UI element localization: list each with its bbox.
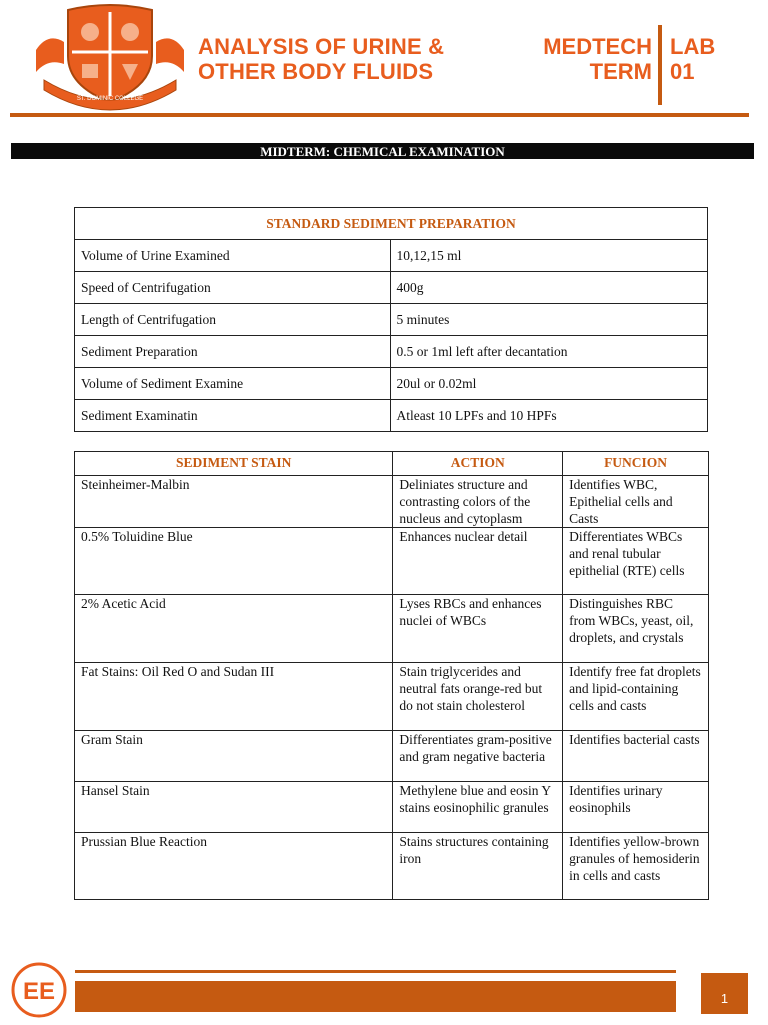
page-number: 1 xyxy=(701,973,748,1014)
stain-function: Identify free fat droplets and lipid-containing cells and casts xyxy=(563,663,709,731)
stain-action: Stain triglycerides and neutral fats orange-red but do not stain cholesterol xyxy=(393,663,563,731)
row-label: Volume of Sediment Examine xyxy=(75,368,391,400)
code-line-2: 01 xyxy=(670,59,695,84)
table-row xyxy=(75,368,708,400)
header-rule xyxy=(10,113,749,117)
table-row xyxy=(75,663,709,731)
row-label: Sediment Preparation xyxy=(75,336,391,368)
row-label: Volume of Urine Examined xyxy=(75,240,391,272)
row-value: 5 minutes xyxy=(390,304,707,336)
stain-action: Methylene blue and eosin Y stains eosinophilic granules xyxy=(393,782,563,833)
stain-name: Steinheimer-Malbin xyxy=(75,476,393,528)
table-row xyxy=(75,272,708,304)
college-crest-logo xyxy=(30,2,190,114)
stain-name: 0.5% Toluidine Blue xyxy=(75,528,393,595)
row-value: Atleast 10 LPFs and 10 HPFs xyxy=(390,400,707,432)
table-row xyxy=(75,833,709,900)
table-row xyxy=(75,336,708,368)
course-title xyxy=(198,34,498,84)
stain-action: Lyses RBCs and enhances nuclei of WBCs xyxy=(393,595,563,663)
stain-function: Identifies yellow-brown granules of hemosiderin in cells and casts xyxy=(563,833,709,900)
footer-bar xyxy=(75,981,676,1012)
stain-function: Identifies bacterial casts xyxy=(563,731,709,782)
table-row xyxy=(75,731,709,782)
crest-text: ST. DOMINIC COLLEGE xyxy=(76,96,144,102)
column-header-function: FUNCION xyxy=(563,452,709,476)
table-row xyxy=(75,782,709,833)
sediment-preparation-table xyxy=(74,207,708,432)
column-header-stain: SEDIMENT STAIN xyxy=(75,452,393,476)
stain-name: Prussian Blue Reaction xyxy=(75,833,393,900)
row-label: Sediment Examinatin xyxy=(75,400,391,432)
stain-name: Gram Stain xyxy=(75,731,393,782)
header-divider xyxy=(658,25,662,105)
footer-rule xyxy=(75,970,676,973)
stain-action: Differentiates gram-positive and gram negative bacteria xyxy=(393,731,563,782)
table-row xyxy=(75,304,708,336)
program-label xyxy=(520,34,652,84)
column-header-action: ACTION xyxy=(393,452,563,476)
table-caption: STANDARD SEDIMENT PREPARATION xyxy=(75,208,708,240)
stain-action: Stains structures containing iron xyxy=(393,833,563,900)
stain-function: Identifies urinary eosinophils xyxy=(563,782,709,833)
stain-action: Deliniates structure and contrasting colors of the nucleus and cytoplasm xyxy=(393,476,563,528)
row-label: Speed of Centrifugation xyxy=(75,272,391,304)
table-row xyxy=(75,595,709,663)
row-value: 0.5 or 1ml left after decantation xyxy=(390,336,707,368)
row-value: 10,12,15 ml xyxy=(390,240,707,272)
stain-function: Differentiates WBCs and renal tubular epithelial (RTE) cells xyxy=(563,528,709,595)
course-title-line-1: ANALYSIS OF URINE & xyxy=(198,34,445,59)
table-row xyxy=(75,400,708,432)
table-row xyxy=(75,240,708,272)
stain-function: Distinguishes RBC from WBCs, yeast, oil, droplets, and crystals xyxy=(563,595,709,663)
page-header xyxy=(0,0,768,120)
footer-brand-logo xyxy=(10,961,68,1019)
stain-name: 2% Acetic Acid xyxy=(75,595,393,663)
course-title-line-2: OTHER BODY FLUIDS xyxy=(198,59,434,84)
table-caption-row xyxy=(75,208,708,240)
row-value: 20ul or 0.02ml xyxy=(390,368,707,400)
stain-action: Enhances nuclear detail xyxy=(393,528,563,595)
program-line-1: MEDTECH xyxy=(543,34,652,59)
stain-name: Fat Stains: Oil Red O and Sudan III xyxy=(75,663,393,731)
course-code xyxy=(670,34,750,84)
row-label: Length of Centrifugation xyxy=(75,304,391,336)
program-line-2: TERM xyxy=(589,59,652,84)
table-row xyxy=(75,528,709,595)
sediment-stain-table xyxy=(74,451,709,900)
row-value: 400g xyxy=(390,272,707,304)
table-row xyxy=(75,476,709,528)
code-line-1: LAB xyxy=(670,34,716,59)
table-header-row xyxy=(75,452,709,476)
stain-function: Identifies WBC, Epithelial cells and Casts xyxy=(563,476,709,528)
section-banner: MIDTERM: CHEMICAL EXAMINATION xyxy=(11,143,754,159)
stain-name: Hansel Stain xyxy=(75,782,393,833)
footer-logo-letters: EE xyxy=(22,978,56,1005)
